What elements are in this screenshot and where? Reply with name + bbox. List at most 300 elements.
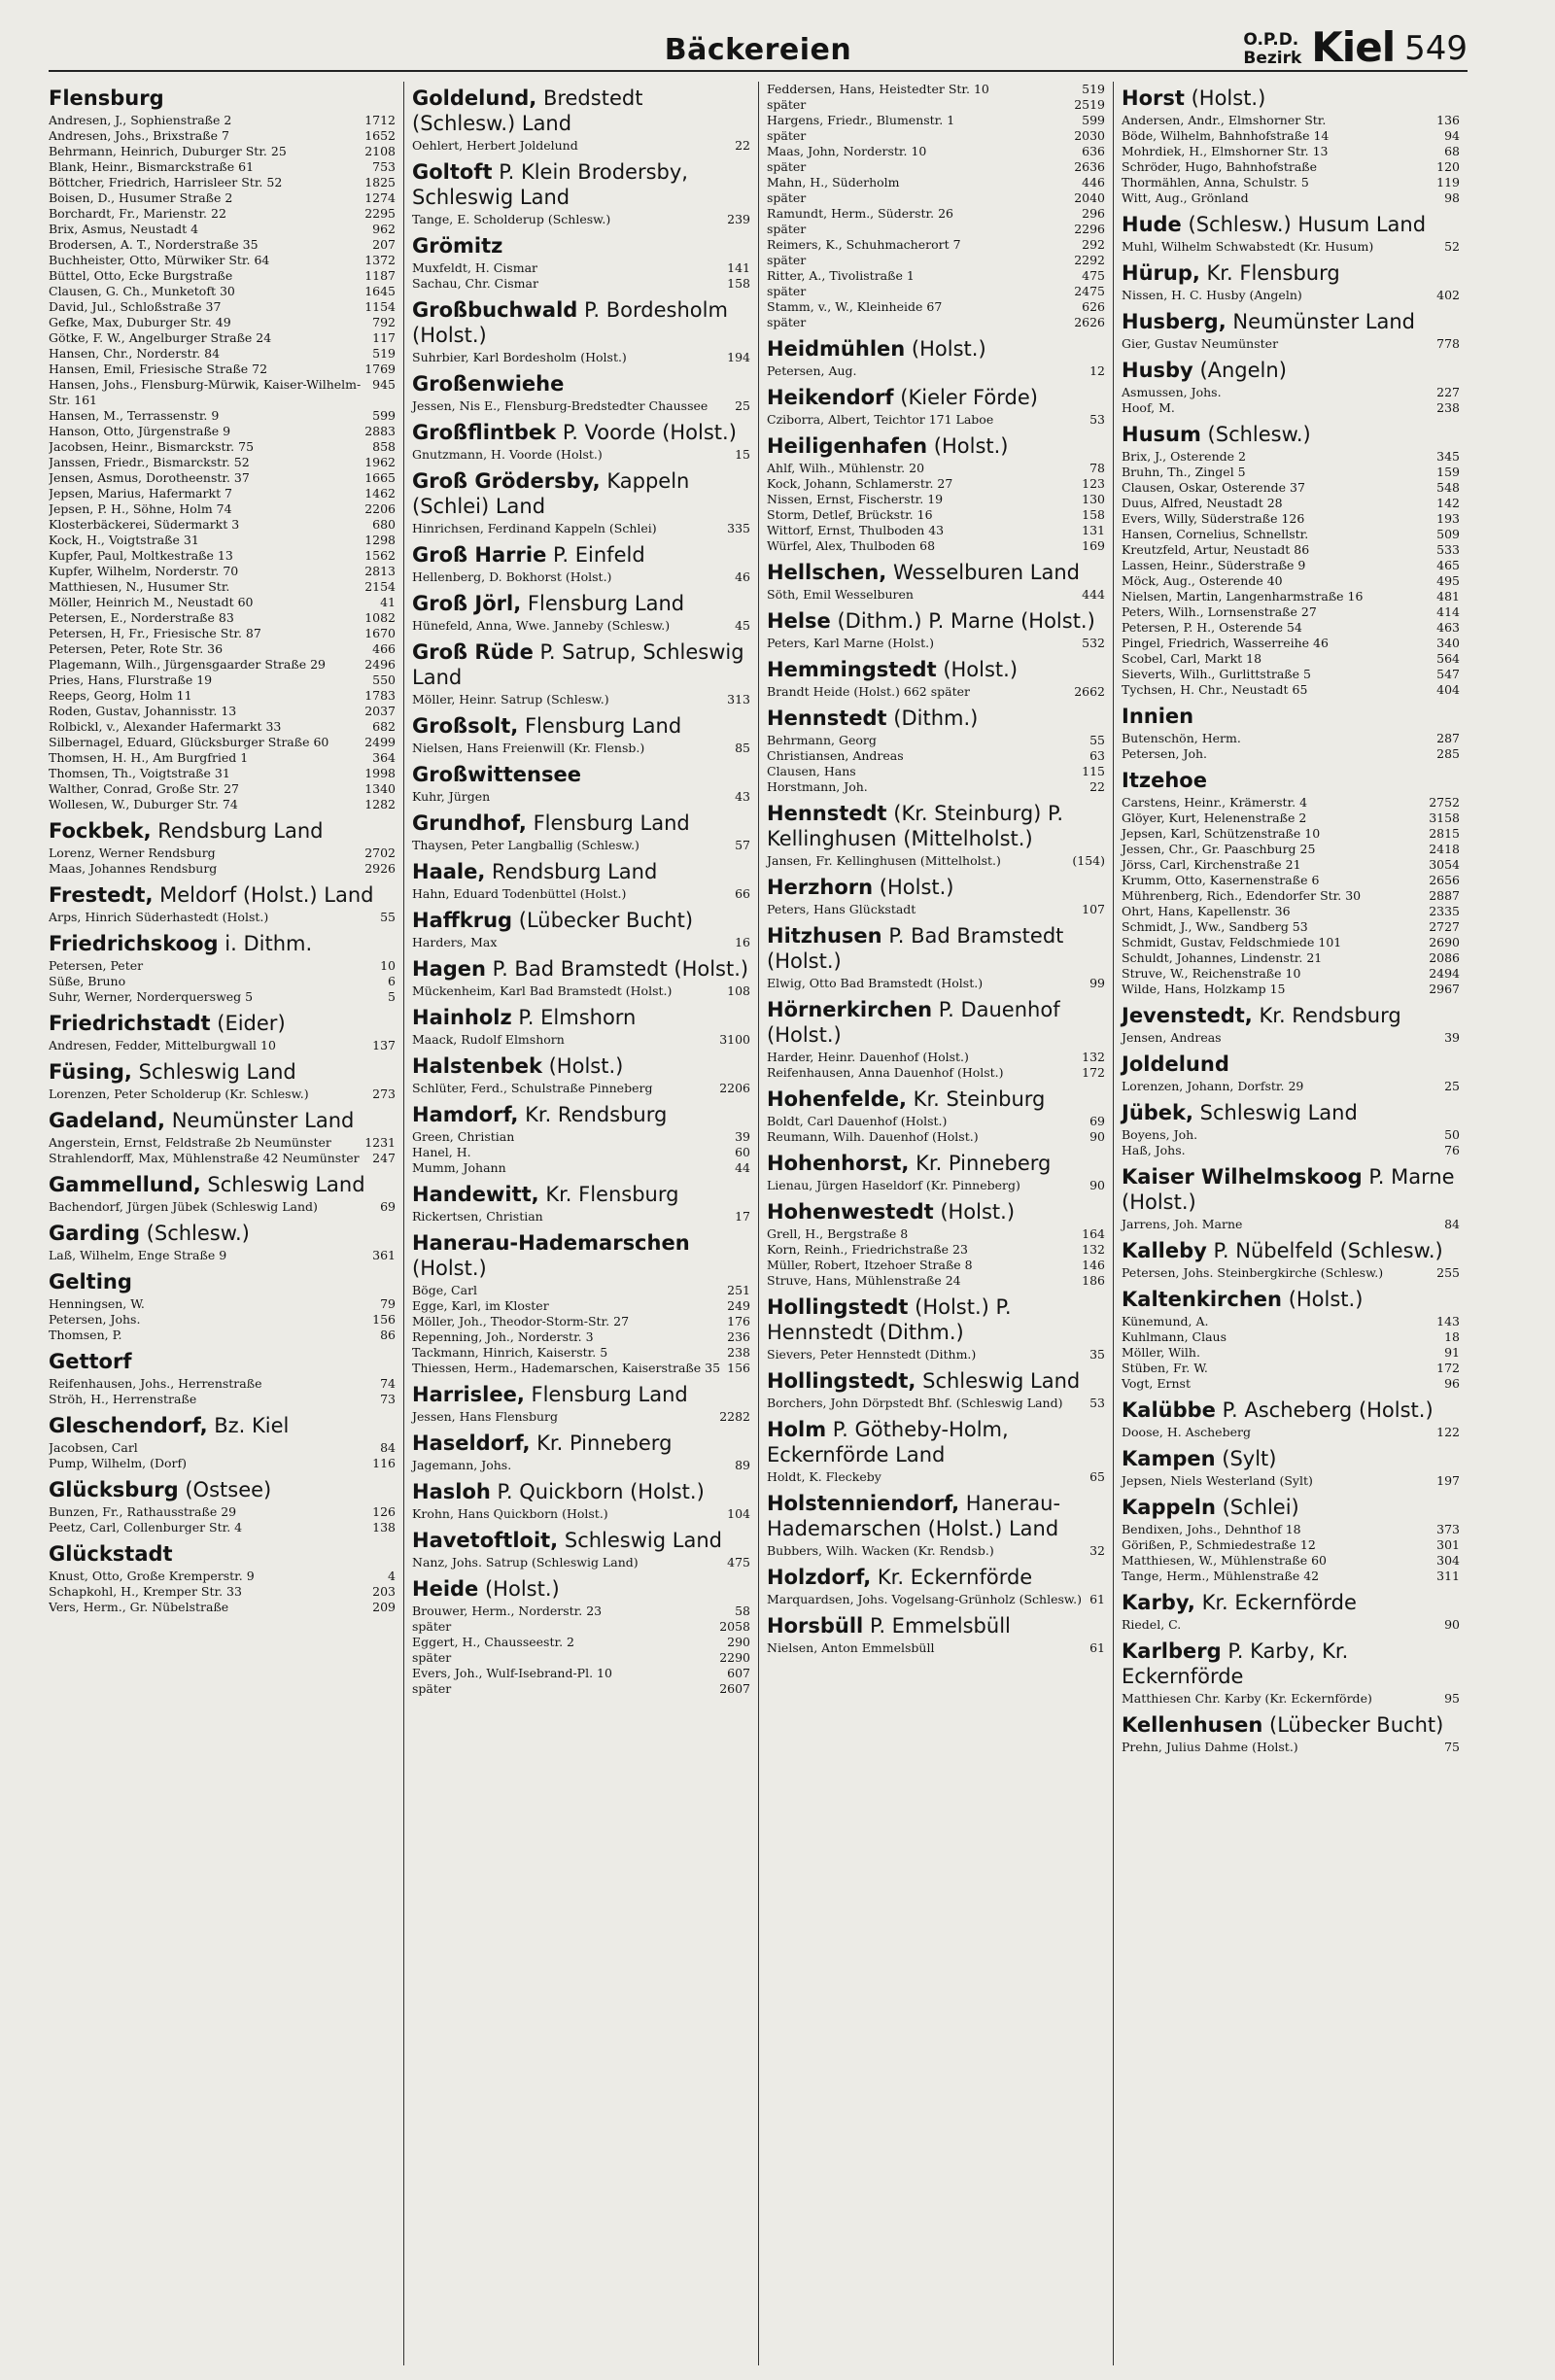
entry-phone: 61 — [1089, 1592, 1105, 1606]
entry-name: Suhr, Werner, Norderquersweg 5 — [49, 989, 254, 1004]
entry-phone: 90 — [1089, 1178, 1105, 1192]
place-name: Jevenstedt, — [1122, 1004, 1253, 1027]
place-heading — [412, 859, 750, 884]
listing-entry — [1122, 826, 1460, 842]
entry-name: Brandt Heide (Holst.) 662 später — [767, 684, 970, 699]
listing-entry — [49, 1376, 396, 1392]
place-section — [412, 371, 750, 414]
entry-name: Henningsen, W. — [49, 1296, 145, 1311]
place-section — [49, 1413, 396, 1471]
entry-phone: 78 — [1089, 461, 1105, 475]
entry-name: Kupfer, Paul, Moltkestraße 13 — [49, 548, 233, 563]
listing-entry — [412, 1650, 750, 1666]
entry-phone: 122 — [1436, 1425, 1460, 1439]
entry-phone: 273 — [372, 1087, 396, 1101]
listing-entry — [412, 1555, 750, 1570]
place-name: Friedrichskoog — [49, 932, 219, 955]
listing-entry — [1122, 1127, 1460, 1143]
place-name: Heide — [412, 1577, 479, 1601]
listing-entry — [49, 548, 396, 564]
entry-phone: 84 — [380, 1440, 396, 1455]
place-heading — [1122, 358, 1460, 383]
place-heading — [412, 1102, 750, 1127]
entry-phone: 1998 — [364, 766, 396, 780]
place-name: Heikendorf — [767, 386, 894, 409]
entry-name: Bruhn, Th., Zingel 5 — [1122, 465, 1246, 479]
entry-name: Elwig, Otto Bad Bramstedt (Holst.) — [767, 976, 984, 990]
listing-entry — [767, 476, 1105, 492]
place-name: Husby — [1122, 359, 1193, 382]
entry-phone: 1712 — [364, 113, 396, 127]
entry-phone: 197 — [1436, 1473, 1460, 1488]
listing-entry — [49, 688, 396, 704]
place-section — [412, 908, 750, 950]
place-heading — [767, 1294, 1105, 1345]
entry-phone: 18 — [1444, 1329, 1460, 1344]
entry-phone: 292 — [1082, 237, 1105, 252]
listing-entry — [767, 315, 1105, 330]
listing-entry — [767, 733, 1105, 748]
place-name: Goldelund, — [412, 86, 537, 110]
place-section — [1122, 1446, 1460, 1489]
entry-phone: 2494 — [1429, 966, 1460, 981]
place-section — [49, 1059, 396, 1102]
entry-name: Kreutzfeld, Artur, Neustadt 86 — [1122, 542, 1310, 557]
entry-phone: 194 — [727, 350, 750, 364]
entry-phone: 287 — [1436, 731, 1460, 745]
place-region: P. Satrup, Schleswig Land — [412, 640, 744, 689]
entry-phone: 39 — [1444, 1030, 1460, 1045]
entry-name: Hünefeld, Anna, Wwe. Janneby (Schlesw.) — [412, 618, 671, 633]
place-region: Kr. Pinneberg — [916, 1152, 1052, 1175]
place-name: Großenwiehe — [412, 372, 565, 396]
place-name: Husberg, — [1122, 310, 1227, 333]
place-heading — [412, 713, 750, 739]
entry-phone: 446 — [1082, 175, 1105, 190]
place-name: Gleschendorf, — [49, 1414, 208, 1437]
entry-name: Boldt, Carl Dauenhof (Holst.) — [767, 1114, 948, 1128]
place-section — [412, 1182, 750, 1224]
entry-phone: 176 — [727, 1314, 750, 1328]
entry-name: Bunzen, Fr., Rathausstraße 29 — [49, 1504, 237, 1519]
place-section — [767, 336, 1105, 379]
listing-entry — [49, 719, 396, 735]
listing-entry — [1122, 128, 1460, 144]
place-region: Flensburg Land — [533, 811, 690, 835]
entry-phone: 858 — [372, 439, 396, 454]
place-name: Glücksburg — [49, 1478, 179, 1501]
place-section — [412, 1576, 750, 1697]
listing-entry — [1122, 1376, 1460, 1392]
listing-entry — [49, 144, 396, 159]
listing-entry — [1122, 651, 1460, 667]
listing-entry — [49, 797, 396, 812]
entry-name: Christiansen, Andreas — [767, 748, 904, 763]
place-section — [412, 762, 750, 805]
place-heading — [49, 818, 396, 844]
listing-entry — [412, 138, 750, 154]
entry-name: Nissen, H. C. Husby (Angeln) — [1122, 288, 1302, 302]
listing-entry — [1122, 795, 1460, 811]
listing-entry — [49, 626, 396, 641]
entry-phone: 2702 — [364, 845, 396, 860]
entry-name: Tychsen, H. Chr., Neustadt 65 — [1122, 682, 1308, 697]
listing-entry — [767, 1592, 1105, 1607]
place-section — [49, 1172, 396, 1215]
place-name: Herzhorn — [767, 876, 874, 899]
place-name: Heidmühlen — [767, 337, 906, 361]
place-section — [767, 801, 1105, 869]
entry-phone: 74 — [380, 1376, 396, 1391]
place-heading — [767, 560, 1105, 585]
place-heading — [767, 875, 1105, 900]
entry-name: Brix, Asmus, Neustadt 4 — [49, 222, 199, 236]
listing-entry — [49, 1520, 396, 1535]
listing-entry — [767, 1396, 1105, 1411]
entry-phone: 2206 — [364, 501, 396, 516]
listing-entry — [412, 1298, 750, 1314]
entry-name: Hanson, Otto, Jürgenstraße 9 — [49, 424, 231, 438]
entry-name: Repenning, Joh., Norderstr. 3 — [412, 1329, 594, 1344]
listing-entry — [1122, 811, 1460, 826]
listing-entry — [49, 253, 396, 268]
place-name: Hollingstedt — [767, 1295, 909, 1319]
entry-name: Roden, Gustav, Johannisstr. 13 — [49, 704, 237, 718]
entry-name: Boyens, Joh. — [1122, 1127, 1198, 1142]
entry-phone: 130 — [1082, 492, 1105, 506]
entry-phone: 444 — [1082, 587, 1105, 602]
place-region: P. Bordesholm (Holst.) — [412, 298, 728, 347]
place-heading — [412, 542, 750, 568]
listing-entry — [49, 1600, 396, 1615]
entry-name: Eggert, H., Chausseestr. 2 — [412, 1635, 574, 1649]
entry-phone: 2154 — [364, 579, 396, 594]
entry-phone: 46 — [735, 569, 750, 584]
entry-phone: 311 — [1436, 1569, 1460, 1583]
listing-entry — [49, 1392, 396, 1407]
place-section — [412, 639, 750, 707]
entry-name: Peetz, Carl, Collenburger Str. 4 — [49, 1520, 243, 1535]
entry-phone: 98 — [1444, 190, 1460, 205]
entry-phone: 1462 — [364, 486, 396, 500]
listing-entry — [1122, 950, 1460, 966]
place-section — [767, 608, 1105, 651]
listing-entry — [412, 1032, 750, 1048]
listing-entry — [767, 523, 1105, 538]
listing-entry — [49, 845, 396, 861]
entry-name: Struve, Hans, Mühlenstraße 24 — [767, 1273, 961, 1288]
entry-phone: 404 — [1436, 682, 1460, 697]
entry-name: Jagemann, Johs. — [412, 1458, 512, 1472]
listing-entry — [767, 412, 1105, 428]
place-section — [767, 923, 1105, 991]
entry-phone: 2656 — [1429, 873, 1460, 887]
place-name: Hollingstedt, — [767, 1369, 916, 1393]
entry-phone: 94 — [1444, 128, 1460, 143]
entry-name: Peters, Hans Glückstadt — [767, 902, 916, 916]
listing-entry — [412, 1145, 750, 1160]
place-region: Kr. Eckernförde — [1201, 1591, 1357, 1614]
listing-entry — [767, 1065, 1105, 1081]
entry-phone: 32 — [1089, 1543, 1105, 1558]
listing-entry — [49, 362, 396, 377]
entry-name: Arps, Hinrich Süderhastedt (Holst.) — [49, 910, 269, 924]
place-section — [412, 811, 750, 853]
listing-entry — [767, 1050, 1105, 1065]
entry-name: Reifenhausen, Anna Dauenhof (Holst.) — [767, 1065, 1004, 1080]
place-section — [412, 1431, 750, 1473]
entry-name: Lassen, Heinr., Süderstraße 9 — [1122, 558, 1306, 572]
entry-phone: 2418 — [1429, 842, 1460, 856]
entry-name: Künemund, A. — [1122, 1314, 1209, 1328]
entry-name: Green, Christian — [412, 1129, 515, 1144]
listing-entry — [1122, 190, 1460, 206]
entry-phone: 475 — [727, 1555, 750, 1569]
place-heading — [1122, 1238, 1460, 1263]
entry-name: Petersen, Peter, Rote Str. 36 — [49, 641, 224, 656]
entry-name: Behrmann, Georg — [767, 733, 877, 747]
place-section — [412, 86, 750, 154]
place-section — [1122, 86, 1460, 206]
entry-name: Matthiesen, N., Husumer Str. — [49, 579, 230, 594]
listing-entry — [49, 284, 396, 299]
place-name: Handewitt, — [412, 1183, 539, 1206]
listing-entry — [1122, 159, 1460, 175]
listing-entry — [412, 1604, 750, 1619]
entry-phone: 169 — [1082, 538, 1105, 553]
listing-entry — [49, 766, 396, 781]
listing-entry — [1122, 1265, 1460, 1281]
place-region: Flensburg Land — [531, 1383, 688, 1406]
listing-entry — [767, 363, 1105, 379]
listing-entry — [1122, 636, 1460, 651]
page-header — [49, 23, 1468, 72]
place-name: Haffkrug — [412, 909, 513, 932]
place-name: Holm — [767, 1418, 827, 1441]
place-heading — [412, 762, 750, 787]
place-name: Hitzhusen — [767, 924, 882, 948]
place-heading — [412, 639, 750, 690]
entry-phone: 414 — [1436, 604, 1460, 619]
listing-entry — [1122, 1473, 1460, 1489]
entry-phone: 962 — [372, 222, 396, 236]
listing-entry — [1122, 511, 1460, 527]
entry-name: Sieverts, Wilh., Gurlittstraße 5 — [1122, 667, 1311, 681]
entry-phone: 304 — [1436, 1553, 1460, 1568]
place-section — [49, 1349, 396, 1407]
listing-entry — [412, 1619, 750, 1635]
entry-name: Würfel, Alex, Thulboden 68 — [767, 538, 936, 553]
place-name: Joldelund — [1122, 1052, 1229, 1076]
listing-entry — [49, 1296, 396, 1312]
listing-entry — [49, 1312, 396, 1328]
entry-name: Andersen, Andr., Elmshorner Str. — [1122, 113, 1327, 127]
listing-entry — [49, 533, 396, 548]
entry-name: Hansen, Chr., Norderstr. 84 — [49, 346, 221, 361]
listing-entry — [1122, 527, 1460, 542]
entry-name: Petersen, Johs. Steinbergkirche (Schlesw.) — [1122, 1265, 1384, 1280]
entry-phone: 251 — [727, 1283, 750, 1297]
entry-phone: 1645 — [364, 284, 396, 298]
entry-name: Hahn, Eduard Todenbüttel (Holst.) — [412, 886, 627, 901]
listing-entry — [49, 159, 396, 175]
entry-phone: 238 — [1436, 400, 1460, 415]
place-region: P. Einfeld — [553, 543, 645, 567]
entry-name: Jensen, Andreas — [1122, 1030, 1222, 1045]
entry-phone: 1154 — [364, 299, 396, 314]
place-section — [412, 297, 750, 365]
place-name: Hude — [1122, 213, 1182, 236]
place-heading — [412, 1230, 750, 1281]
place-heading — [412, 1382, 750, 1407]
place-heading — [412, 1528, 750, 1553]
place-region: P. Quickborn (Holst.) — [497, 1480, 705, 1503]
entry-phone: 227 — [1436, 385, 1460, 399]
place-region: Wesselburen Land — [892, 561, 1080, 584]
listing-entry — [49, 657, 396, 673]
entry-phone: 132 — [1082, 1242, 1105, 1257]
entry-name: Matthiesen Chr. Karby (Kr. Eckernförde) — [1122, 1691, 1372, 1706]
entry-phone: 335 — [727, 521, 750, 535]
listing-entry — [412, 983, 750, 999]
listing-entry — [49, 974, 396, 989]
listing-entry — [1122, 288, 1460, 303]
entry-name: Söth, Emil Wesselburen — [767, 587, 914, 602]
place-section — [412, 1053, 750, 1096]
entry-name: Wittorf, Ernst, Thulboden 43 — [767, 523, 945, 537]
entry-name: später — [412, 1650, 452, 1665]
entry-phone: 186 — [1082, 1273, 1105, 1288]
entry-name: Butenschön, Herm. — [1122, 731, 1241, 745]
listing-entry — [412, 1458, 750, 1473]
entry-name: Kupfer, Wilhelm, Norderstr. 70 — [49, 564, 239, 578]
entry-phone: 364 — [372, 750, 396, 765]
place-section — [767, 1417, 1105, 1485]
place-region: Schleswig Land — [564, 1529, 722, 1552]
place-region: (Kieler Förde) — [900, 386, 1038, 409]
entry-name: Jepsen, Marius, Hafermarkt 7 — [49, 486, 233, 500]
place-heading — [1122, 704, 1460, 729]
place-name: Heiligenhafen — [767, 434, 928, 458]
entry-name: Evers, Joh., Wulf-Isebrand-Pl. 10 — [412, 1666, 612, 1680]
entry-name: Holdt, K. Fleckeby — [767, 1469, 881, 1484]
entry-phone: 207 — [372, 237, 396, 252]
entry-phone: 156 — [372, 1312, 396, 1327]
place-region: Kr. Rendsburg — [525, 1103, 668, 1126]
place-name: Kampen — [1122, 1447, 1216, 1470]
entry-name: Petersen, H, Fr., Friesische Str. 87 — [49, 626, 261, 640]
entry-name: Clausen, G. Ch., Munketoft 30 — [49, 284, 235, 298]
place-region: P. Bad Bramstedt (Holst.) — [767, 924, 1064, 973]
listing-entry — [412, 1329, 750, 1345]
place-heading — [1122, 1100, 1460, 1125]
listing-entry — [1122, 1030, 1460, 1046]
entry-phone: 547 — [1436, 667, 1460, 681]
entry-phone: 682 — [372, 719, 396, 734]
listing-entry — [412, 1506, 750, 1522]
entry-phone: 481 — [1436, 589, 1460, 604]
entry-phone: 15 — [735, 447, 750, 462]
entry-name: Pingel, Friedrich, Wasserreihe 46 — [1122, 636, 1329, 650]
entry-name: Ritter, A., Tivolistraße 1 — [767, 268, 915, 283]
place-heading — [412, 297, 750, 348]
entry-phone: 6 — [388, 974, 396, 988]
entry-phone: 313 — [727, 692, 750, 707]
place-region: Kr. Flensburg — [545, 1183, 679, 1206]
place-name: Großsolt, — [412, 714, 519, 738]
place-heading — [767, 1368, 1105, 1394]
listing-entry — [767, 461, 1105, 476]
listing-entry — [1122, 1329, 1460, 1345]
entry-phone: 2883 — [364, 424, 396, 438]
listing-entry — [1122, 620, 1460, 636]
entry-phone: 2282 — [719, 1409, 750, 1424]
place-region: P. Emmelsbüll — [869, 1614, 1011, 1638]
entry-phone: 532 — [1082, 636, 1105, 650]
entry-name: Jepsen, P. H., Söhne, Holm 74 — [49, 501, 232, 516]
entry-phone: 1825 — [364, 175, 396, 190]
place-heading — [1122, 768, 1460, 793]
listing-entry — [767, 1178, 1105, 1193]
entry-name: Nielsen, Anton Emmelsbüll — [767, 1640, 935, 1655]
listing-entry — [1122, 573, 1460, 589]
entry-phone: 548 — [1436, 480, 1460, 495]
listing-entry — [49, 455, 396, 470]
entry-phone: 156 — [727, 1361, 750, 1375]
place-heading — [1122, 309, 1460, 334]
place-heading — [1122, 1590, 1460, 1615]
place-heading — [49, 1108, 396, 1133]
listing-entry — [767, 1640, 1105, 1656]
entry-phone: 340 — [1436, 636, 1460, 650]
listing-entry — [412, 1409, 750, 1425]
entry-name: Muxfeldt, H. Cismar — [412, 260, 537, 275]
place-heading — [412, 956, 750, 982]
listing-entry — [1122, 682, 1460, 698]
place-heading — [1122, 1712, 1460, 1738]
page-number: 549 — [1404, 29, 1468, 68]
entry-phone: 533 — [1436, 542, 1460, 557]
listing-entry — [49, 1135, 396, 1151]
listing-entry — [1122, 888, 1460, 904]
listing-entry — [1122, 1361, 1460, 1376]
district-label — [1243, 31, 1301, 68]
entry-name: Hanel, H. — [412, 1145, 471, 1159]
entry-name: Grell, H., Bergstraße 8 — [767, 1226, 909, 1241]
listing-entry — [49, 190, 396, 206]
place-section — [767, 1294, 1105, 1362]
listing-entry — [49, 175, 396, 190]
place-heading — [412, 591, 750, 616]
listing-entry — [49, 268, 396, 284]
entry-name: Thomsen, P. — [49, 1328, 122, 1342]
place-region: (Holst.) P. Hennstedt (Dithm.) — [767, 1295, 1012, 1344]
listing-entry — [1122, 1522, 1460, 1537]
listing-entry — [767, 144, 1105, 159]
listing-entry — [412, 1283, 750, 1298]
place-section — [412, 233, 750, 292]
place-region: Schleswig Land — [207, 1173, 365, 1196]
entry-phone: 2607 — [719, 1681, 750, 1696]
entry-phone: 3100 — [719, 1032, 750, 1047]
entry-name: Hoof, M. — [1122, 400, 1175, 415]
entry-phone: 1298 — [364, 533, 396, 547]
place-section — [412, 1382, 750, 1425]
place-section — [1122, 1164, 1460, 1232]
place-heading — [1122, 422, 1460, 447]
place-heading — [767, 706, 1105, 731]
entry-name: Ramundt, Herm., Süderstr. 26 — [767, 206, 954, 221]
